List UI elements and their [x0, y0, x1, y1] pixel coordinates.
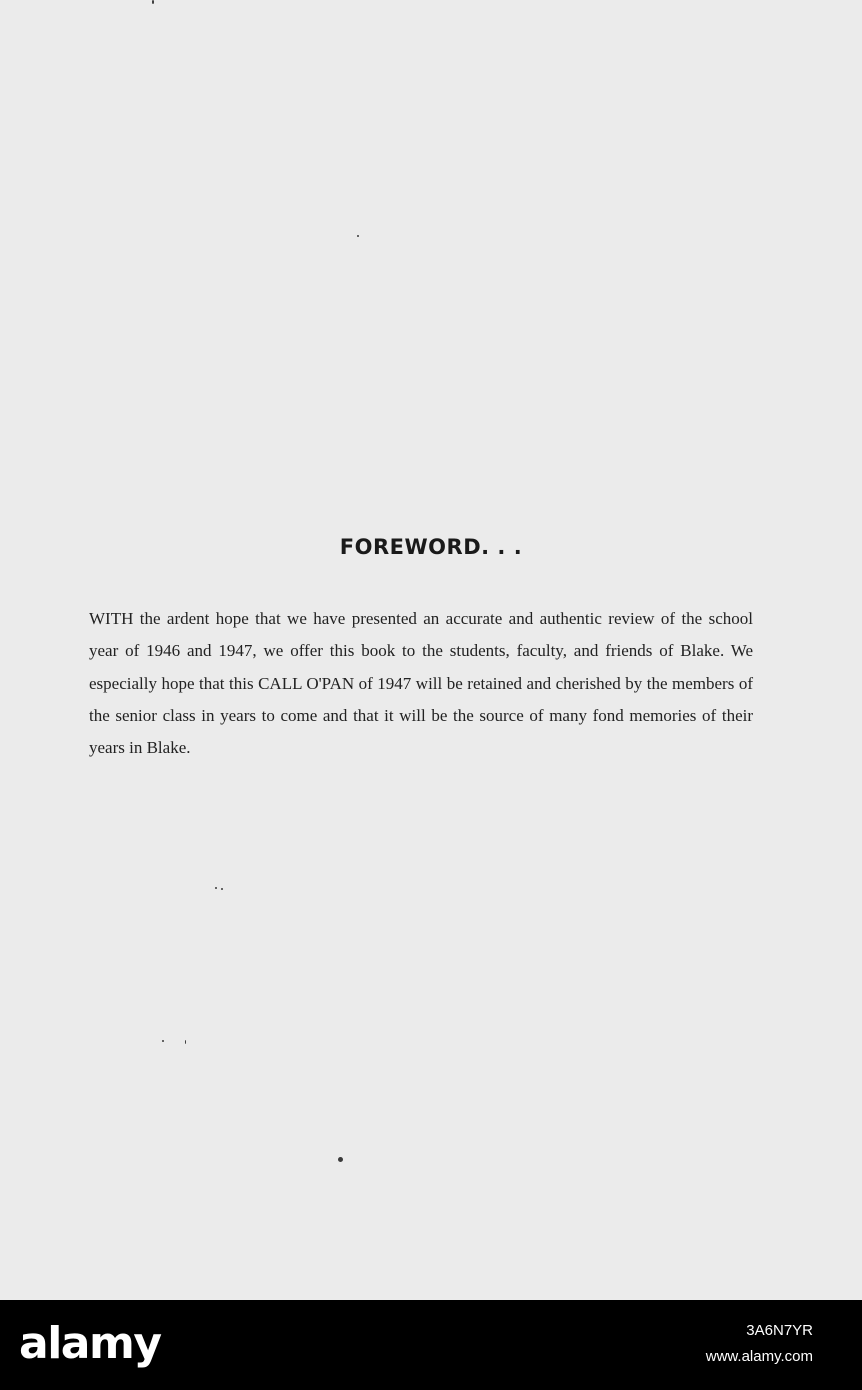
ink-speck [152, 0, 154, 4]
site-url: www.alamy.com [705, 1348, 813, 1365]
foreword-body: WITH the ardent hope that we have presented an accurate and authentic review of the school year of 1946 and 1947, we offer this book to the students, faculty, and friends of Blake. We especially hope that this CALL O'PAN of 1947 will be retained and cherished by the members of the senior class in years to come and that it will be the source of many fond memories of their years in Blake. [89, 609, 753, 758]
ink-speck [221, 888, 223, 890]
page-title: FOREWORD. . . [339, 535, 523, 559]
ink-speck [338, 1157, 343, 1162]
image-id: 3A6N7YR [746, 1322, 813, 1339]
alamy-logo: alamy [19, 1318, 161, 1369]
ink-speck [185, 1040, 186, 1044]
ink-speck [162, 1040, 164, 1042]
ink-speck [215, 887, 217, 889]
ink-speck [357, 235, 359, 237]
